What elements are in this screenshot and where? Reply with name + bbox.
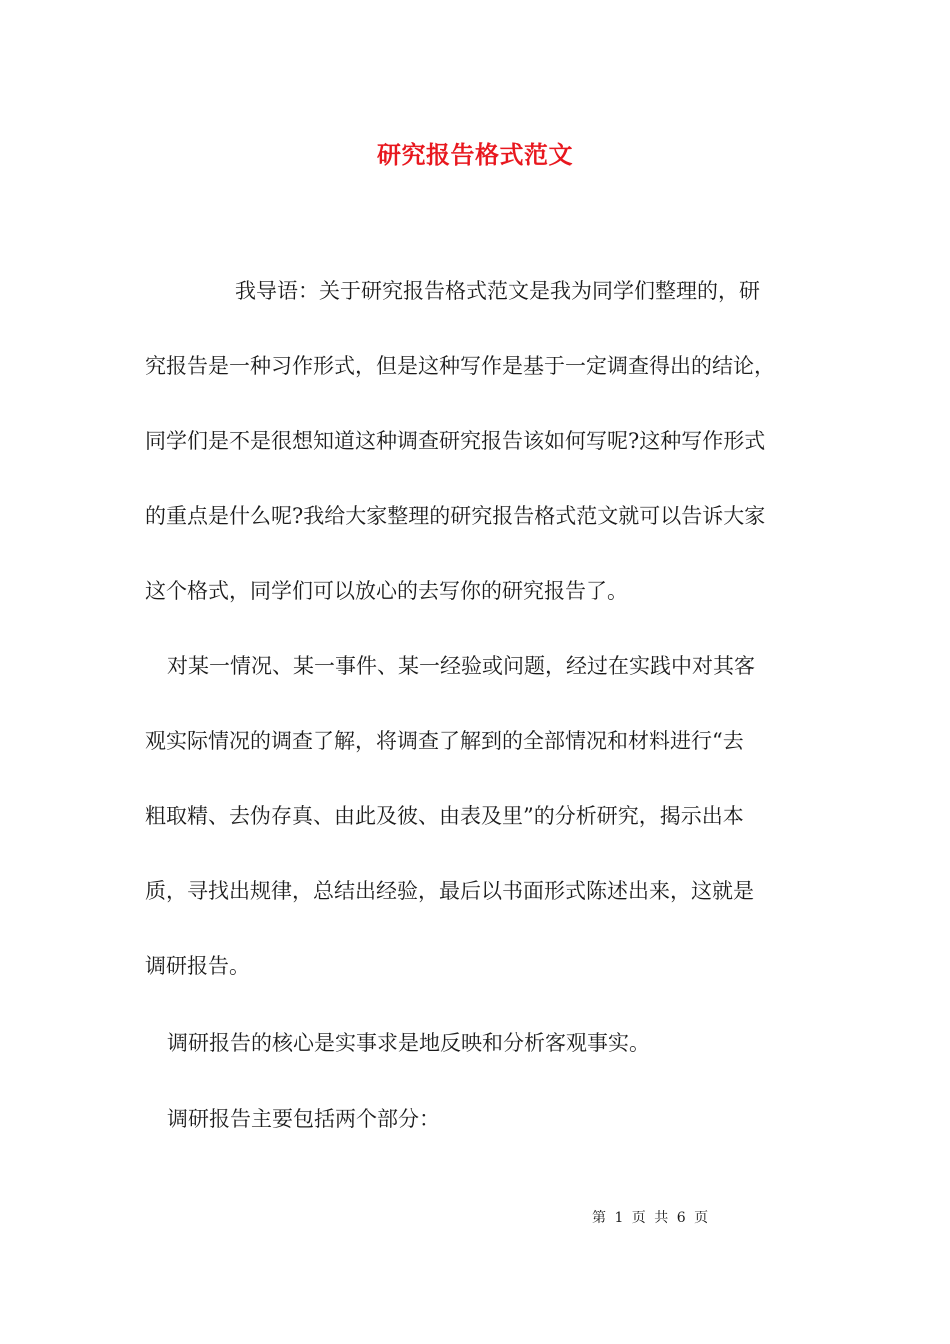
text-line: 调研报告主要包括两个部分： xyxy=(167,1107,440,1131)
text-line: 调研报告的核心是实事求是地反映和分析客观事实。 xyxy=(167,1031,650,1055)
document-title: 研究报告格式范文 xyxy=(377,140,573,169)
text-line: 调研报告。 xyxy=(145,954,250,978)
text-line: 粗取精、去伪存真、由此及彼、由表及里”的分析研究，揭示出本 xyxy=(145,804,744,828)
text-line: 究报告是一种习作形式，但是这种写作是基于一定调查得出的结论， xyxy=(145,354,775,378)
page-number: 第 1 页 共 6 页 xyxy=(592,1210,709,1226)
text-line: 这个格式，同学们可以放心的去写你的研究报告了。 xyxy=(145,579,628,603)
text-line: 的重点是什么呢?我给大家整理的研究报告格式范文就可以告诉大家 xyxy=(145,504,766,528)
text-line: 我导语：关于研究报告格式范文是我为同学们整理的，研 xyxy=(235,279,760,303)
text-line: 对某一情况、某一事件、某一经验或问题，经过在实践中对其客 xyxy=(167,654,755,678)
text-line: 同学们是不是很想知道这种调查研究报告该如何写呢?这种写作形式 xyxy=(145,429,766,453)
text-line: 质，寻找出规律，总结出经验，最后以书面形式陈述出来，这就是 xyxy=(145,879,754,903)
text-line: 观实际情况的调查了解，将调查了解到的全部情况和材料进行“去 xyxy=(145,729,744,753)
